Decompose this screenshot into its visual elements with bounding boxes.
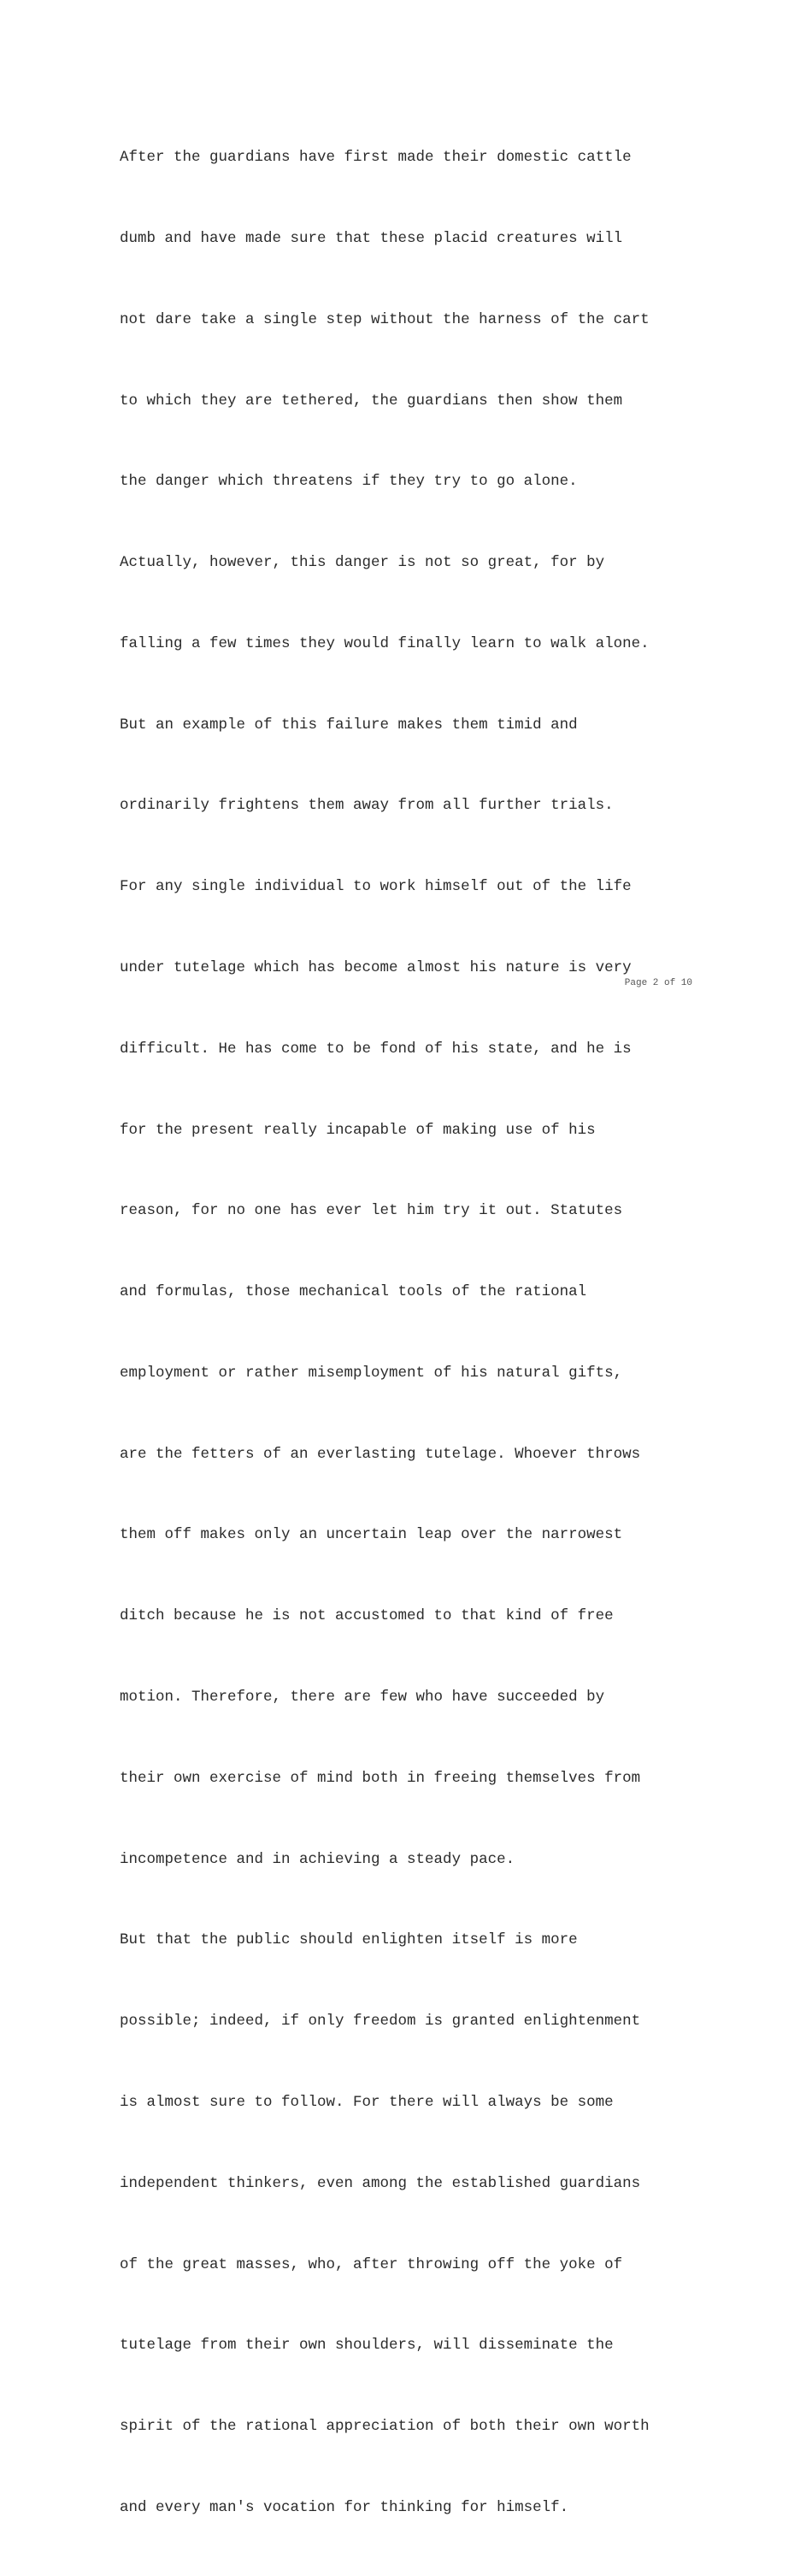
text-line: falling a few times they would finally learn to walk alone. xyxy=(120,634,650,652)
text-line: Actually, however, this danger is not so great, for by xyxy=(120,554,605,572)
text-line: their own exercise of mind both in freeing themselves from xyxy=(120,1769,641,1787)
text-line: spirit of the rational appreciation of both their own worth xyxy=(120,2418,650,2436)
page-number: Page 2 of 10 xyxy=(624,978,692,988)
body-text xyxy=(120,91,718,2576)
text-line: not dare take a single step without the harness of the cart xyxy=(120,310,650,328)
text-line: of the great masses, who, after throwing off the yoke of xyxy=(120,2255,623,2273)
text-line: is almost sure to follow. For there will always be some xyxy=(120,2093,614,2111)
text-line: for the present really incapable of making use of his xyxy=(120,1121,596,1139)
text-line: ordinarily frightens them away from all further trials. xyxy=(120,797,614,815)
text-line: are the fetters of an everlasting tutelage. Whoever throws xyxy=(120,1445,641,1463)
text-line: motion. Therefore, there are few who have succeeded by xyxy=(120,1689,605,1707)
text-line: possible; indeed, if only freedom is granted enlightenment xyxy=(120,2013,641,2031)
text-line: them off makes only an uncertain leap over the narrowest xyxy=(120,1526,623,1544)
text-line: independent thinkers, even among the established guardians xyxy=(120,2174,641,2192)
text-line: dumb and have made sure that these placid creatures will xyxy=(120,229,623,247)
text-line: reason, for no one has ever let him try it out. Statutes xyxy=(120,1202,623,1220)
text-line: and formulas, those mechanical tools of the rational xyxy=(120,1283,587,1301)
text-line: difficult. He has come to be fond of his state, and he is xyxy=(120,1040,632,1058)
text-line: For any single individual to work himself out of the life xyxy=(120,878,632,896)
text-line: under tutelage which has become almost his nature is very xyxy=(120,959,632,976)
text-line: After the guardians have first made their domestic cattle xyxy=(120,149,632,167)
text-line: to which they are tethered, the guardians then show them xyxy=(120,392,623,410)
text-line: employment or rather misemployment of his natural gifts, xyxy=(120,1364,623,1382)
text-line: tutelage from their own shoulders, will disseminate the xyxy=(120,2337,614,2355)
text-line: incompetence and in achieving a steady pace. xyxy=(120,1850,515,1868)
text-line: the danger which threatens if they try to go alone. xyxy=(120,473,578,491)
text-line: ditch because he is not accustomed to that kind of free xyxy=(120,1607,614,1625)
text-line: But an example of this failure makes them timid and xyxy=(120,716,578,734)
text-line: and every man's vocation for thinking for himself. xyxy=(120,2498,569,2516)
text-line: But that the public should enlighten itself is more xyxy=(120,1931,578,1949)
